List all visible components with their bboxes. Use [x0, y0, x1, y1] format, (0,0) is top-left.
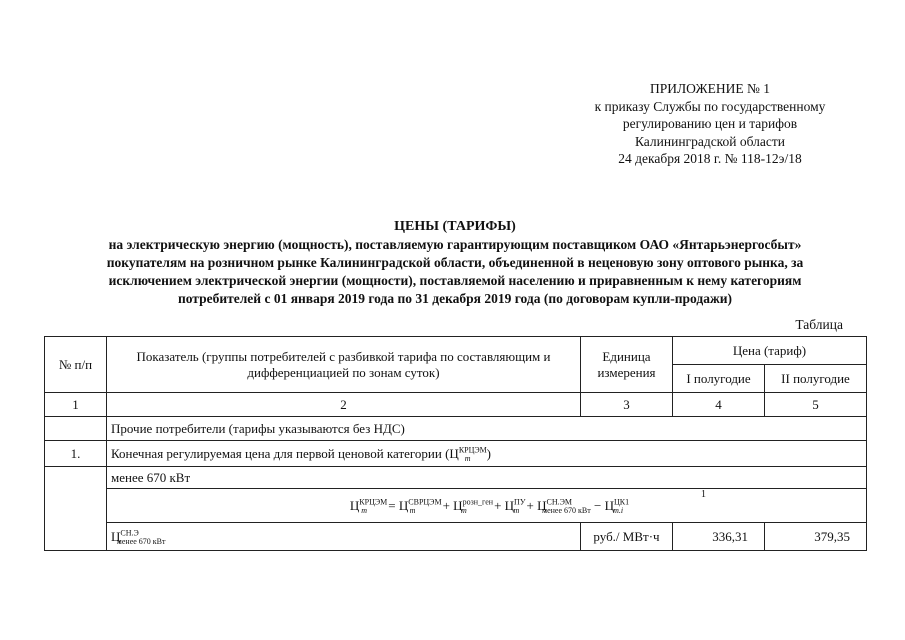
col-number: 3: [581, 393, 673, 417]
formula-op: − Ц: [590, 497, 614, 513]
formula-sup: КРЦЭМ: [359, 497, 388, 507]
unit-cell: руб./ МВт·ч: [581, 523, 673, 551]
formula-sup: ПУ: [514, 497, 526, 507]
header-h1: I полугодие: [673, 365, 765, 393]
appendix-date: 24 декабря 2018 г. № 118-12э/18: [618, 151, 802, 166]
formula-sub: m.i: [613, 506, 624, 516]
formula-sup: СВРЦЭМ: [408, 497, 442, 507]
formula-op: = Ц: [385, 497, 409, 513]
formula-op: + Ц: [490, 497, 515, 513]
col-number: 5: [765, 393, 867, 417]
close-paren: ): [486, 445, 491, 461]
row-less-670: менее 670 кВт: [107, 467, 867, 489]
document-title: [40, 218, 870, 308]
row-text: Конечная регулируемая цена для первой ценовой категории (Ц: [111, 445, 459, 461]
formula-symbol: Ц: [349, 497, 360, 513]
formula-op: + Ц: [523, 497, 547, 513]
formula-sup: СН.ЭМ: [546, 497, 573, 507]
title-line: на электрическую энергию (мощность), поставляемую гарантирующим поставщиком ОАО «Янтарьэнергосбыт»: [108, 237, 802, 252]
formula-sub: m: [513, 506, 520, 516]
symbol: Ц: [111, 528, 121, 544]
col-number: 2: [107, 393, 581, 417]
header-num: № п/п: [45, 337, 107, 393]
table-label: Таблица: [795, 317, 843, 332]
formula-sup: ЦК1: [613, 497, 630, 507]
tariff-table: [44, 336, 867, 551]
sup-text: СН.Э: [120, 528, 139, 538]
appendix-line: регулированию цен и тарифов: [622, 116, 798, 131]
formula-op: + Ц: [439, 497, 463, 513]
formula-sub: m: [461, 506, 467, 516]
title-line: покупателям на розничном рынке Калининградской области, объединенной в неценовую зону оптового рынка, за: [106, 255, 804, 270]
sub-text: m: [464, 454, 471, 464]
empty-num-cell: [45, 467, 107, 551]
formula-sub: m: [361, 506, 368, 516]
title-line: потребителей с 01 января 2019 года по 31 декабря 2019 года (по договорам купли-продажи): [177, 291, 733, 306]
col-number: 1: [45, 393, 107, 417]
header-h2: II полугодие: [765, 365, 867, 393]
sub-text: менее 670 кВт: [116, 537, 166, 547]
title-main: ЦЕНЫ (ТАРИФЫ): [394, 219, 516, 234]
appendix-block: [560, 80, 860, 168]
formula-sup: розн_ген: [462, 497, 494, 507]
header-price: Цена (тариф): [673, 337, 867, 365]
formula-sub: m: [409, 506, 416, 516]
header-indicator: Показатель (группы потребителей с разбивкой тарифа по составляющим и дифференциацией по зонам суток): [107, 337, 581, 393]
formula-row: [107, 489, 867, 523]
header-unit: Единица измерения: [581, 337, 673, 393]
col-number: 4: [673, 393, 765, 417]
section-num-cell: [45, 417, 107, 441]
footnote-mark: 1: [701, 489, 706, 500]
row-first-category: [107, 441, 867, 467]
appendix-title: ПРИЛОЖЕНИЕ № 1: [649, 81, 771, 96]
sup-text: КРЦЭМ: [458, 445, 487, 455]
formula-sub: менее 670 кВт: [542, 506, 591, 516]
price-h2: 379,35: [765, 523, 867, 551]
price-h1: 336,31: [673, 523, 765, 551]
appendix-line: Калининградской области: [634, 133, 786, 149]
title-line: исключением электрической энергии (мощности), поставляемой населению и приравненным к нему категориям: [108, 273, 802, 288]
section-row: Прочие потребители (тарифы указываются без НДС): [107, 417, 867, 441]
appendix-line: к приказу Службы по государственному: [594, 98, 826, 114]
row-num: 1.: [45, 441, 107, 467]
row-cn-e: [107, 523, 581, 551]
